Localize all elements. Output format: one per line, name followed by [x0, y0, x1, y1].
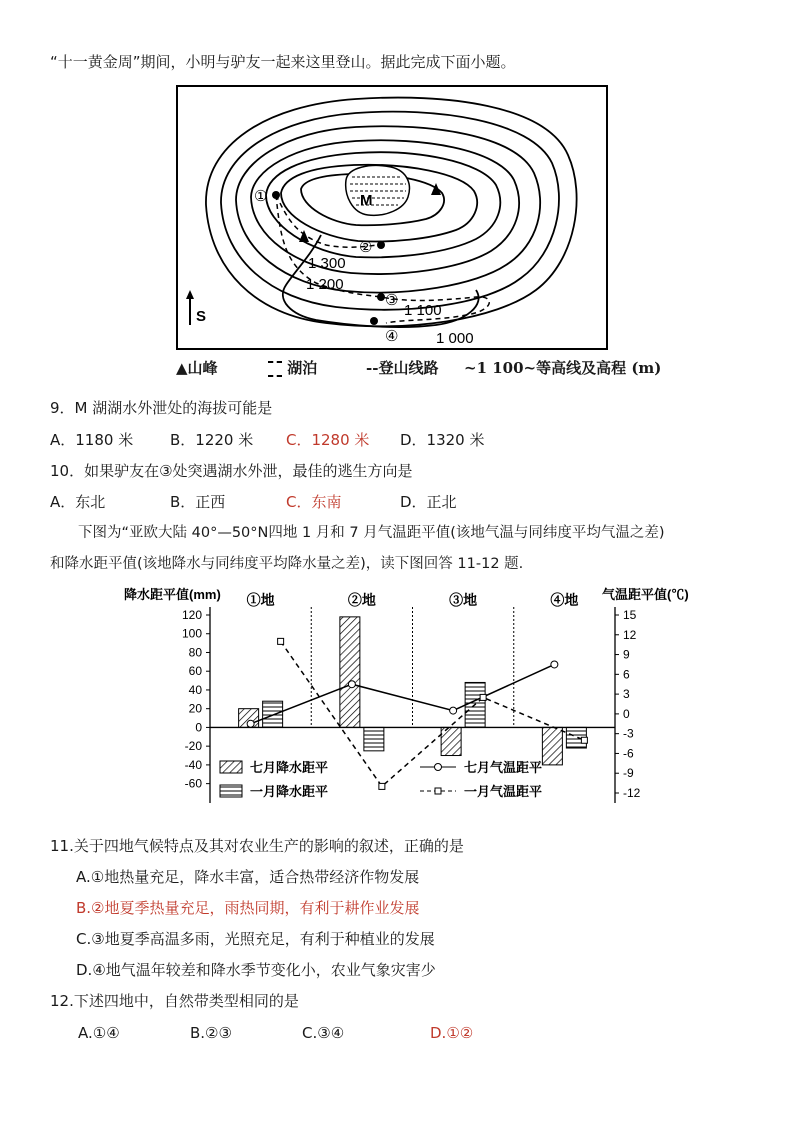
q12-option-d[interactable]: D.①② [430, 1024, 474, 1042]
legend-peak: ▲山峰 [176, 359, 218, 377]
lake-icon [346, 166, 410, 216]
passage-line-1: 下图为“亚欧大陆 40°—50°N四地 1 月和 7 月气温距平值(该地气温与同纬度平均气温之差) [78, 525, 665, 541]
right-tick-label: 6 [623, 667, 630, 682]
q10-option-a[interactable]: A．东北 [50, 493, 106, 511]
right-tick-label: -6 [623, 746, 634, 761]
right-tick-label: 12 [623, 627, 637, 642]
lake-label: M [360, 192, 373, 209]
right-tick-label: -12 [623, 786, 641, 800]
q11-stem: 11.关于四地气候特点及其对农业生产的影响的叙述，正确的是 [50, 837, 464, 855]
legend-label: 一月气温距平 [464, 784, 543, 799]
q11-option-d[interactable]: D.④地气温年较差和降水季节变化小，农业气象灾害少 [76, 961, 436, 979]
jan-temp-point [278, 638, 284, 644]
contour-label-1200: 1 200 [306, 276, 344, 293]
category-label: ①地 [246, 592, 275, 608]
climate-anomaly-chart [120, 585, 720, 825]
july-temp-point [450, 707, 457, 714]
left-tick-label: -20 [184, 739, 202, 754]
contour-map [176, 85, 608, 350]
july-temp-point [348, 681, 355, 688]
left-tick-label: 40 [188, 682, 202, 697]
left-tick-label: 60 [188, 664, 202, 679]
legend-marker [435, 788, 441, 794]
left-tick-label: 100 [181, 626, 202, 641]
jan-temp-point [581, 737, 587, 743]
q10-option-d[interactable]: D．正北 [400, 493, 457, 511]
q11-option-b[interactable]: B.②地夏季热量充足，雨热同期，有利于耕作业发展 [76, 899, 420, 917]
contour-label-1000: 1 000 [436, 330, 474, 347]
bar-jan-precip [364, 727, 384, 750]
left-tick-label: -60 [184, 776, 202, 791]
legend-lake: 湖泊 [268, 357, 317, 378]
q10-option-c[interactable]: C．东南 [286, 493, 342, 511]
bar-jan-precip [263, 701, 283, 727]
left-tick-label: -40 [184, 757, 202, 772]
right-tick-label: 0 [623, 706, 630, 721]
q12-option-c[interactable]: C.③④ [302, 1024, 345, 1042]
right-tick-label: 3 [623, 687, 630, 702]
july-temp-point [551, 661, 558, 668]
q11-option-c[interactable]: C.③地夏季高温多雨，光照充足，有利于种植业的发展 [76, 930, 435, 948]
point-label-3: ③ [385, 292, 399, 309]
q9-option-c[interactable]: C．1280 米 [286, 431, 370, 449]
july-temp-point [247, 720, 254, 727]
q10-option-b[interactable]: B．正西 [170, 493, 226, 511]
legend-marker [435, 764, 442, 771]
category-label: ②地 [347, 592, 376, 608]
direction-label: S [196, 308, 207, 325]
jan-temp-point [480, 694, 486, 700]
bar-july-precip [340, 617, 360, 728]
left-tick-label: 0 [195, 720, 202, 735]
lake-icon [268, 361, 282, 377]
right-tick-label: -3 [623, 726, 634, 741]
q9-stem: 9．M 湖湖水外泄处的海拔可能是 [50, 399, 273, 417]
left-tick-label: 20 [188, 701, 202, 716]
bar-july-precip [542, 727, 562, 764]
q11-option-a[interactable]: A.①地热量充足，降水丰富，适合热带经济作物发展 [76, 868, 420, 886]
point-label-2: ② [359, 239, 373, 256]
legend-label: 一月降水距平 [250, 784, 329, 799]
legend-label: 七月降水距平 [250, 760, 329, 775]
left-tick-label: 120 [181, 608, 202, 622]
point-label-1: ① [254, 188, 268, 205]
category-label: ③地 [449, 592, 478, 608]
legend-contour: ~1 100~等高线及高程 (m) [464, 359, 662, 377]
category-label: ④地 [550, 592, 579, 608]
q9-option-a[interactable]: A．1180 米 [50, 431, 134, 449]
passage-line-2: 和降水距平值(该地降水与同纬度平均降水量之差)，读下图回答 11-12 题. [50, 556, 524, 572]
right-tick-label: -9 [623, 766, 634, 781]
legend-swatch-july-precip [220, 761, 242, 773]
left-axis-label: 降水距平值(mm) [124, 587, 221, 602]
july-temp-line [251, 664, 555, 723]
bar-july-precip [441, 727, 461, 755]
legend-route: --登山线路 [366, 359, 439, 377]
left-tick-label: 80 [188, 645, 202, 660]
right-tick-label: 15 [623, 608, 637, 622]
map-legend [176, 357, 662, 381]
intro-text: “十一黄金周”期间，小明与驴友一起来这里登山。据此完成下面小题。 [50, 53, 516, 71]
legend-swatch-jan-precip [220, 785, 242, 797]
q12-stem: 12.下述四地中，自然带类型相同的是 [50, 992, 299, 1010]
q12-option-a[interactable]: A.①④ [78, 1024, 120, 1042]
right-axis-label: 气温距平值(℃) [602, 587, 689, 602]
legend-label: 七月气温距平 [464, 760, 543, 775]
q9-option-b[interactable]: B．1220 米 [170, 431, 254, 449]
contour-label-1300: 1 300 [308, 255, 346, 272]
point-label-4: ④ [385, 328, 399, 345]
jan-temp-point [379, 783, 385, 789]
q10-stem: 10．如果驴友在③处突遇湖水外泄，最佳的逃生方向是 [50, 462, 413, 480]
right-tick-label: 9 [623, 647, 630, 662]
q9-option-d[interactable]: D．1320 米 [400, 431, 485, 449]
q12-option-b[interactable]: B.②③ [190, 1024, 232, 1042]
contour-label-1100: 1 100 [404, 302, 442, 319]
